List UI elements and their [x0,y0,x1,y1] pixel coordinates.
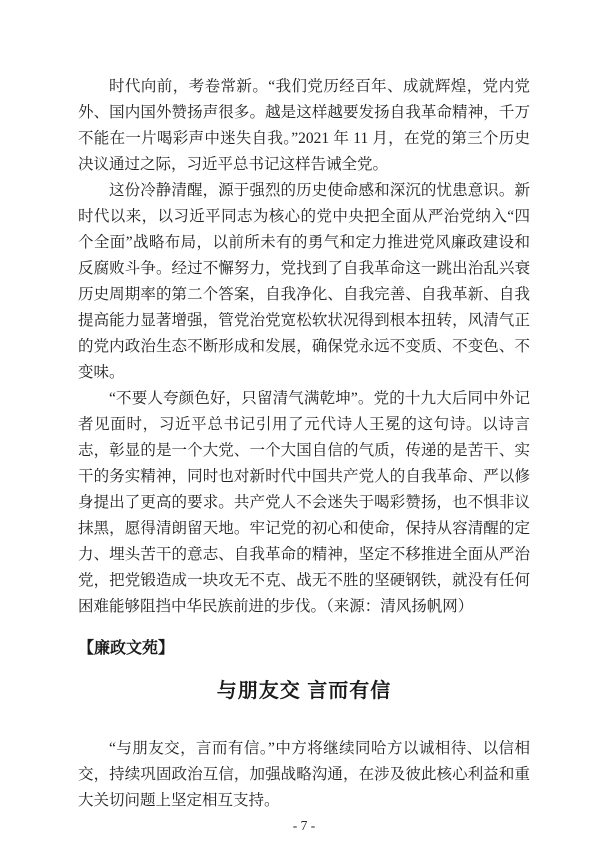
article-paragraph-1: “与朋友交，言而有信。”中方将继续同哈方以诚相待、以信相交，持续巩固政治互信，加强战略沟通，在涉及彼此核心利益和重大关切问题上坚定相互支持。 [78,740,530,809]
body-paragraph-2: 这份冷静清醒，源于强烈的历史使命感和深沉的忧患意识。新时代以来，以习近平同志为核心的党中央把全面从严治党纳入“四个全面”战略布局，以前所未有的勇气和定力推进党风廉政建设和反腐败斗争。经过不懈努力，党找到了自我革命这一跳出治乱兴衰历史周期率的第二个答案，自我净化、自我完善、自我革新、自我提高能力显著增强，管党治党宽松软状况得到根本扭转，风清气正的党内政治生态不断形成和发展，确保党永远不变质、不变色、不变味。 [78,182,530,381]
body-paragraph-1: 时代向前，考卷常新。“我们党历经百年、成就辉煌，党内党外、国内国外赞扬声很多。越是这样越要发扬自我革命精神，千万不能在一片喝彩声中迷失自我。”2021 年 11 月，在党的第三个历史决议通过之际，习近平总书记这样告诫全党。 [78,78,530,173]
section-header: 【廉政文苑】 [78,640,175,657]
page-number: - 7 - [292,818,316,833]
body-paragraph-3: “不要人夸颜色好，只留清气满乾坤”。党的十九大后同中外记者见面时，习近平总书记引用了元代诗人王冕的这句诗。以诗言志，彰显的是一个大党、一个大国自信的气质，传递的是苦干、实干的务实精神，同时也对新时代中国共产党人的自我革命、严以修身提出了更高的要求。共产党人不会迷失于喝彩赞扬，也不惧非议抹黑，愿得清朗留天地。牢记党的初心和使命，保持从容清醒的定力、埋头苦干的意志、自我革命的精神，坚定不移推进全面从严治党，把党锻造成一块攻无不克、战无不胜的坚硬钢铁，就没有任何困难能够阻挡中华民族前进的步伐。（来源：清风扬帆网） [78,390,530,615]
article-title: 与朋友交 言而有信 [216,680,392,702]
